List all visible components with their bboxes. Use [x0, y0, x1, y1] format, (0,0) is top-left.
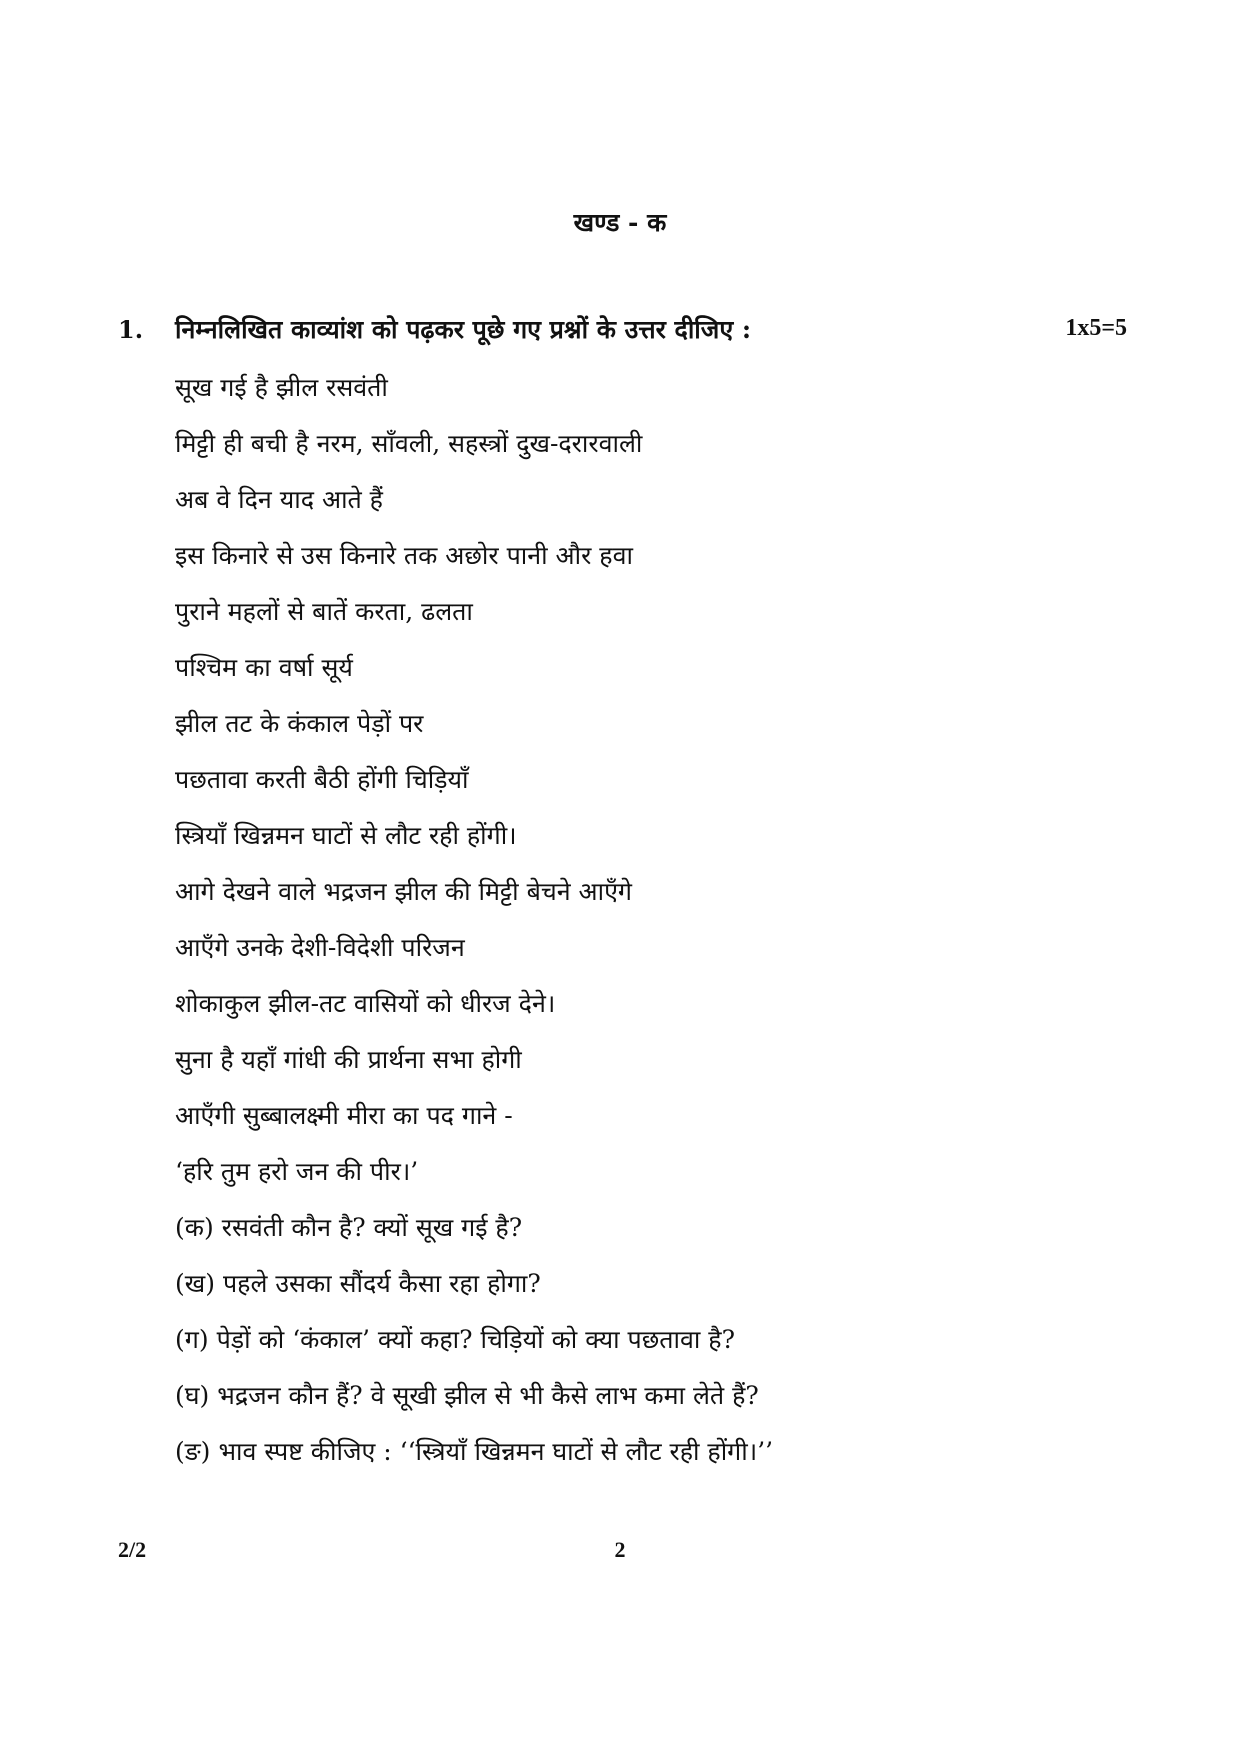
sub-question-label: (ख)	[175, 1269, 215, 1298]
poem-line: पछतावा करती बैठी होंगी चिड़ियाँ	[175, 765, 469, 794]
page-number: 2	[614, 1537, 626, 1562]
footer-code: 2/2	[118, 1537, 147, 1562]
sub-question-label: (क)	[175, 1213, 214, 1242]
poem-line: आगे देखने वाले भद्रजन झील की मिट्टी बेचने आएँगे	[175, 877, 633, 906]
poem-line: पुराने महलों से बातें करता, ढलता	[175, 597, 473, 626]
sub-question-label: (घ)	[175, 1381, 210, 1410]
question-number: 1.	[118, 315, 144, 344]
sub-question-label: (ङ)	[175, 1437, 211, 1466]
sub-question-text: पेड़ों को ‘कंकाल’ क्यों कहा? चिड़ियों को क्या पछतावा है?	[216, 1325, 735, 1354]
sub-question	[175, 1424, 773, 1480]
poem-line: मिट्टी ही बची है नरम, साँवली, सहस्त्रों दुख-दरारवाली	[175, 429, 643, 458]
poem-line: आएँगे उनके देशी-विदेशी परिजन	[175, 933, 465, 962]
sub-question-list	[175, 1200, 773, 1480]
poem-line: झील तट के कंकाल पेड़ों पर	[175, 709, 424, 738]
poem-line: सूख गई है झील रसवंती	[175, 373, 388, 402]
poem-line: शोकाकुल झील-तट वासियों को धीरज देने।	[175, 989, 556, 1018]
sub-question	[175, 1368, 773, 1424]
sub-question-text: भाव स्पष्ट कीजिए : ‘‘स्त्रियाँ खिन्नमन घाटों से लौट रही होंगी।’’	[218, 1437, 774, 1466]
poem-line: आएँगी सुब्बालक्ष्मी मीरा का पद गाने -	[175, 1101, 513, 1130]
sub-question-text: पहले उसका सौंदर्य कैसा रहा होगा?	[222, 1269, 541, 1298]
poem-line: ‘हरि तुम हरो जन की पीर।’	[175, 1157, 419, 1186]
sub-question-text: रसवंती कौन है? क्यों सूख गई है?	[221, 1213, 523, 1242]
poem-line: स्त्रियाँ खिन्नमन घाटों से लौट रही होंगी।	[175, 821, 517, 850]
section-title: खण्ड - क	[573, 208, 667, 237]
sub-question	[175, 1312, 773, 1368]
poem-passage	[175, 360, 642, 1200]
sub-question	[175, 1256, 773, 1312]
question-instruction: निम्नलिखित काव्यांश को पढ़कर पूछे गए प्रश्नों के उत्तर दीजिए :	[175, 315, 752, 344]
sub-question	[175, 1200, 773, 1256]
poem-line: सुना है यहाँ गांधी की प्रार्थना सभा होगी	[175, 1045, 522, 1074]
poem-line: अब वे दिन याद आते हैं	[175, 485, 383, 514]
poem-line: पश्चिम का वर्षा सूर्य	[175, 653, 353, 682]
question-marks: 1x5=5	[1065, 315, 1127, 341]
poem-line: इस किनारे से उस किनारे तक अछोर पानी और हवा	[175, 541, 633, 570]
sub-question-label: (ग)	[175, 1325, 209, 1354]
sub-question-text: भद्रजन कौन हैं? वे सूखी झील से भी कैसे लाभ कमा लेते हैं?	[217, 1381, 759, 1410]
